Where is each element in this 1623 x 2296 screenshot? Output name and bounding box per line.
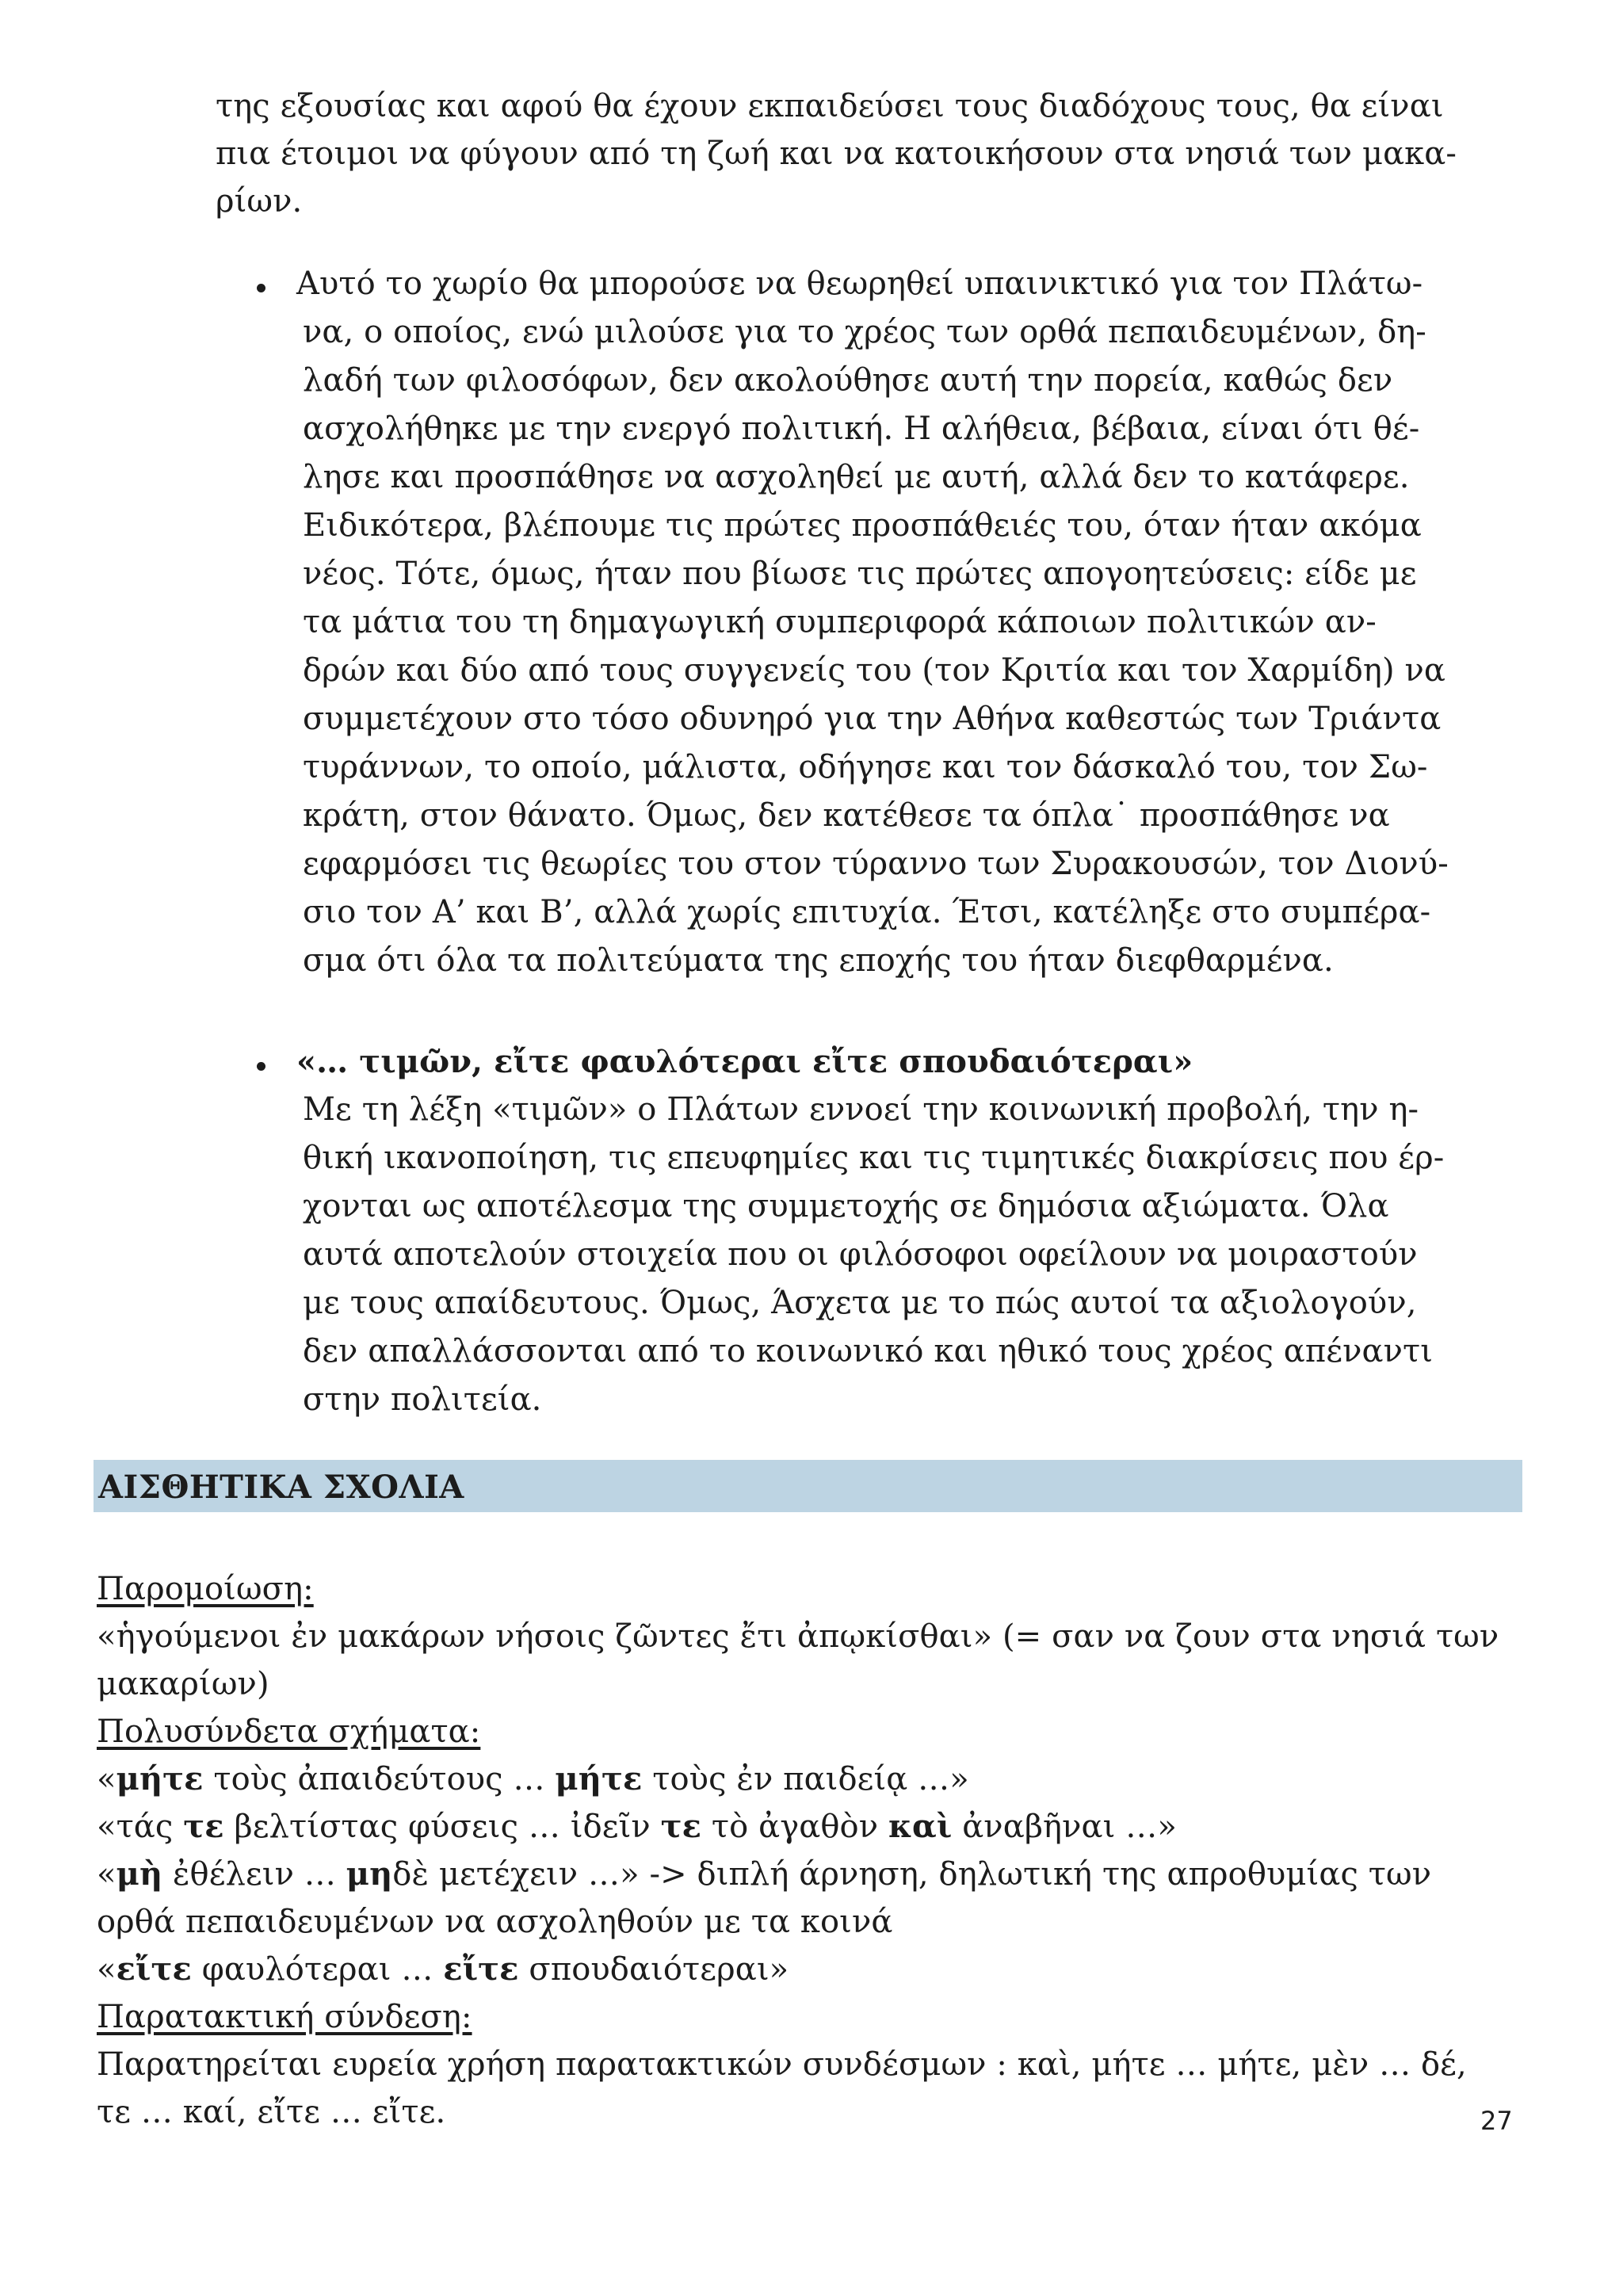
text-span: τοὺς ἀπαιδεύτους … [203,1761,556,1797]
bullet-line: τα μάτια του τη δημαγωγική συμπεριφορά κάποιων πολιτικών αν- [303,604,1377,640]
bullet-line: λαδή των φιλοσόφων, δεν ακολούθησε αυτή την πορεία, καθώς δεν [303,362,1393,399]
emphasis: μὴ [116,1855,163,1893]
bullet-heading: «… τιμῶν, εἴτε φαυλότεραι εἴτε σπουδαιότεραι» [296,1043,1193,1080]
bullet-line: στην πολιτεία. [303,1381,542,1418]
polysyndeton-explanation: ορθά πεπαιδευμένων να ασχοληθούν με τα κοινά [97,1904,893,1940]
bullet-line: κράτη, στον θάνατο. Όμως, δεν κατέθεσε τα όπλα˙ προσπάθησε να [303,797,1390,834]
emphasis: εἴτε [116,1950,192,1988]
bullet-line: συμμετέχουν στο τόσο οδυνηρό για την Αθήνα καθεστώς των Τριάντα [303,701,1442,737]
text-span: τοὺς ἐν παιδείᾳ …» [642,1761,969,1797]
section-heading: ΑΙΣΘΗΤΙΚΑ ΣΧΟΛΙΑ [98,1469,464,1506]
bullet-dot-icon [257,284,265,292]
bullet-line: Αυτό το χωρίο θα μπορούσε να θεωρηθεί υπαινικτικό για τον Πλάτω- [296,266,1423,302]
text-span: « [97,1856,116,1893]
text-span: « [97,1951,116,1988]
parataxis-text-cont: τε … καί, εἴτε … εἴτε. [97,2094,446,2130]
bullet-line: δρών και δύο από τους συγγενείς του (τον Κριτία και τον Χαρμίδη) να [303,652,1446,689]
emphasis: τε [183,1808,224,1845]
text-span: ἀναβῆναι …» [952,1809,1177,1845]
bullet-line: με τους απαίδευτους. Όμως, Άσχετα με το πώς αυτοί τα αξιολογούν, [303,1285,1417,1321]
bullet-line: εφαρμόσει τις θεωρίες του στον τύραννο των Συρακουσών, τον Διονύ- [303,846,1449,882]
emphasis: καὶ [888,1808,953,1845]
text-span: « [97,1761,116,1797]
simile-example-cont: μακαρίων) [97,1666,269,1702]
emphasis: μήτε [555,1760,643,1797]
parataxis-label: Παρατακτική σύνδεση: [97,1999,472,2035]
polysyndeton-example [97,1803,1177,1851]
emphasis: εἴτε [443,1950,519,1988]
polysyndeton-example [97,1755,969,1803]
intro-line: πια έτοιμοι να φύγουν από τη ζωή και να κατοικήσουν στα νησιά των μακα- [216,136,1457,172]
bullet-line: αυτά αποτελούν στοιχεία που οι φιλόσοφοι οφείλουν να μοιραστούν [303,1236,1418,1273]
bullet-line: θική ικανοποίηση, τις επευφημίες και τις τιμητικές διακρίσεις που έρ- [303,1140,1445,1176]
bullet-line: σιο τον Α’ και Β’, αλλά χωρίς επιτυχία. Έτσι, κατέληξε στο συμπέρα- [303,894,1431,930]
text-span: βελτίστας φύσεις … ἰδεῖν [223,1809,661,1845]
bullet-line: Ειδικότερα, βλέπουμε τις πρώτες προσπάθειές του, όταν ήταν ακόμα [303,507,1422,544]
bullet-line: χονται ως αποτέλεσμα της συμμετοχής σε δημόσια αξιώματα. Όλα [303,1188,1389,1224]
simile-label: Παρομοίωση: [97,1571,314,1607]
bullet-line: σμα ότι όλα τα πολιτεύματα της εποχής του ήταν διεφθαρμένα. [303,942,1334,979]
bullet-line: ασχολήθηκε με την ενεργό πολιτική. Η αλήθεια, βέβαια, είναι ότι θέ- [303,411,1420,447]
polysyndeton-example [97,1946,789,1993]
parataxis-text: Παρατηρείται ευρεία χρήση παρατακτικών συνδέσμων : καὶ, μήτε … μήτε, μὲν … δέ, [97,2046,1467,2083]
text-span: «τάς [97,1809,184,1845]
bullet-line: να, ο οποίος, ενώ μιλούσε για το χρέος των ορθά πεπαιδευμένων, δη- [303,314,1426,350]
text-span: δὲ μετέχειν …» -> διπλή άρνηση, δηλωτική της απροθυμίας των [392,1856,1432,1893]
text-span: τὸ ἀγαθὸν [701,1809,888,1845]
emphasis: μήτε [116,1760,204,1797]
emphasis: τε [660,1808,702,1845]
bullet-line: νέος. Τότε, όμως, ήταν που βίωσε τις πρώτες απογοητεύσεις: είδε με [303,556,1417,592]
text-span: ἐθέλειν … [162,1856,346,1893]
text-span: φαυλότεραι … [191,1951,444,1988]
bullet-line: λησε και προσπάθησε να ασχοληθεί με αυτή, αλλά δεν το κατάφερε. [303,459,1410,495]
bullet-line: Με τη λέξη «τιμῶν» ο Πλάτων εννοεί την κοινωνική προβολή, την η- [303,1091,1419,1128]
polysyndeton-example [97,1851,1431,1898]
bullet-dot-icon [257,1062,265,1071]
bullet-line: δεν απαλλάσσονται από το κοινωνικό και ηθικό τους χρέος απέναντι [303,1333,1434,1370]
simile-example: «ἡγούμενοι ἐν μακάρων νήσοις ζῶντες ἔτι ἀπῳκίσθαι» (= σαν να ζουν στα νησιά των [97,1618,1499,1655]
intro-line: της εξουσίας και αφού θα έχουν εκπαιδεύσει τους διαδόχους τους, θα είναι [216,88,1444,124]
text-span: σπουδαιότεραι» [518,1951,789,1988]
page-number: 27 [1480,2106,1513,2136]
bullet-line: τυράννων, το οποίο, μάλιστα, οδήγησε και τον δάσκαλό του, τον Σω- [303,749,1428,785]
polysyndeton-label: Πολυσύνδετα σχήματα: [97,1713,481,1750]
intro-line: ρίων. [216,183,303,220]
emphasis: μη [346,1855,393,1893]
